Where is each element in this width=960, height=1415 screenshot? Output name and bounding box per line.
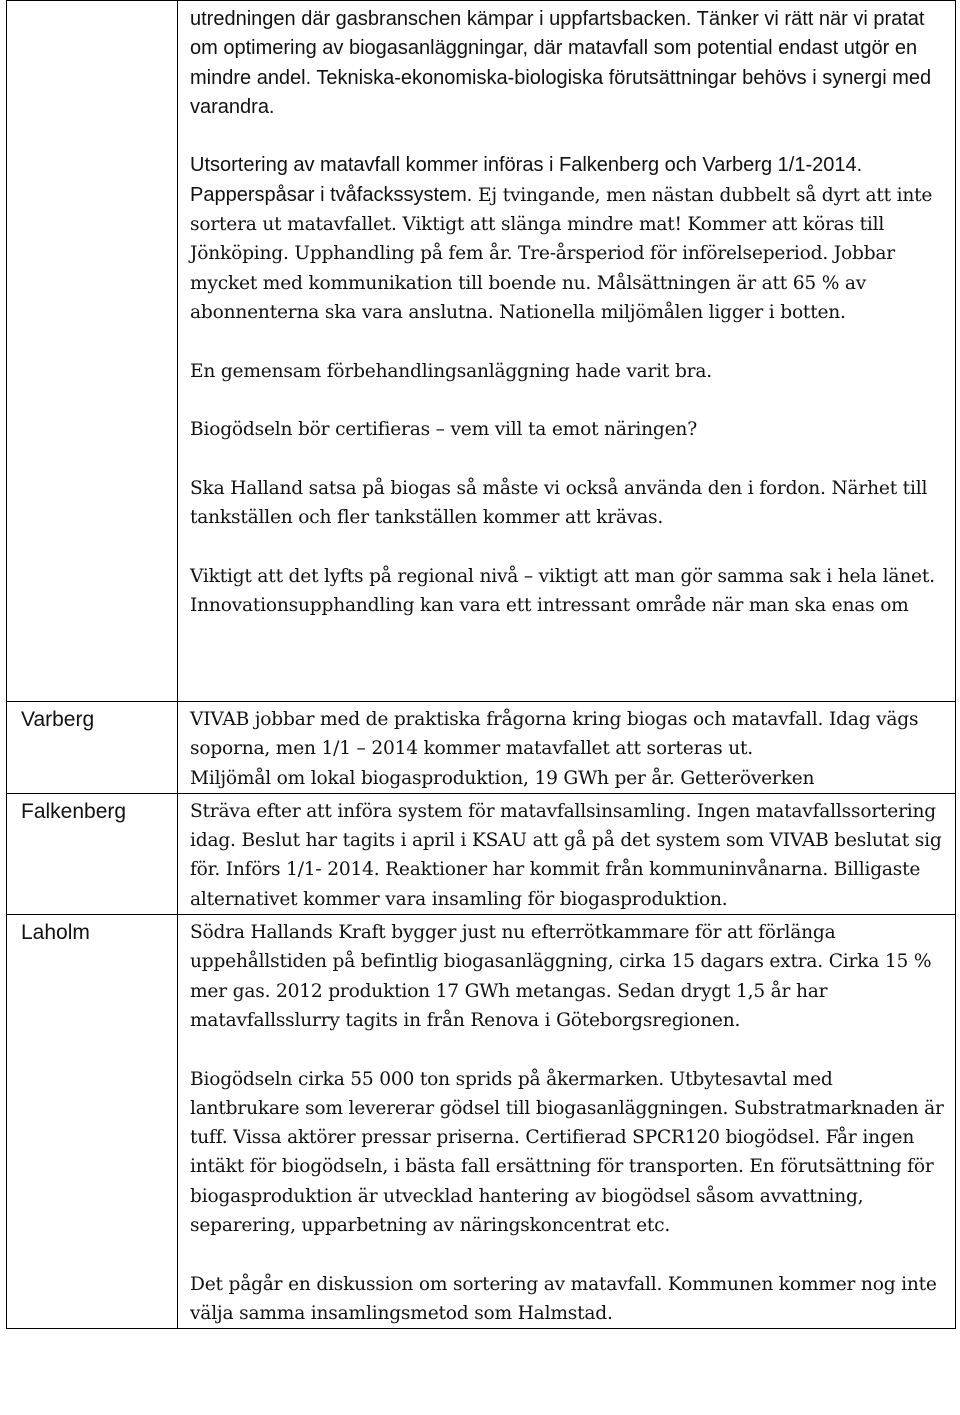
municipality-name-varberg: Varberg — [21, 708, 95, 731]
paragraph-sorting-part-2: Ej tvingande, men nästan dubbelt så dyrt att inte sortera ut matavfallet. Viktigt att slänga mindre mat! Kommer att köras till Jönköping. Upphandling på fem år. Tre-årsperiod för införelseperiod. Jobbar mycket med kommunikation till boende nu. Målsättningen är att 65 % av abonnenterna ska vara anslutna. Nationella miljömålen ligger i botten. — [190, 184, 933, 323]
paragraph-sorting-part-1: Utsortering av matavfall kommer införas i Falkenberg och Varberg 1/1-2014. Papperspåsar i tvåfackssystem. — [190, 154, 863, 206]
paragraph-vehicles: Ska Halland satsa på biogas så måste vi också använda den i fordon. Närhet till tankställen och fler tankställen kommer att krävas. — [190, 477, 928, 529]
right-cell-laholm — [178, 915, 956, 1329]
laholm-paragraph-1: Södra Hallands Kraft bygger just nu efterrötkammare för att förlänga uppehållstiden på befintlig biogasanläggning, cirka 15 dagars extra. Cirka 15 % mer gas. 2012 produktion 17 GWh metangas. Sedan drygt 1,5 år har matavfallsslurry tagits in från Renova i Göteborgsregionen. — [190, 922, 932, 1031]
right-cell-falkenberg — [178, 793, 956, 914]
table-row-laholm — [7, 915, 956, 1329]
paragraph-digestate: Biogödseln bör certifieras – vem vill ta emot näringen? — [190, 419, 697, 441]
varberg-paragraph-2: Miljömål om lokal biogasproduktion, 19 GWh per år. Getteröverken — [190, 767, 815, 789]
left-cell-empty — [7, 1, 178, 702]
table-row-varberg — [7, 702, 956, 794]
left-cell-falkenberg — [7, 793, 178, 914]
paragraph-regional: Viktigt att det lyfts på regional nivå – viktigt att man gör samma sak i hela länet. Innovationsupphandling kan vara ett intressant område när man ska enas om — [190, 565, 935, 616]
laholm-paragraph-3: Det pågår en diskussion om sortering av matavfall. Kommunen kommer nog inte välja samma insamlingsmetod som Halmstad. — [190, 1273, 937, 1324]
right-cell-general-notes — [178, 1, 956, 702]
right-cell-varberg — [178, 702, 956, 794]
meeting-notes-table — [6, 0, 956, 1329]
paragraph-sorting — [190, 151, 947, 327]
varberg-paragraph-1: VIVAB jobbar med de praktiska frågorna kring biogas och matavfall. Idag vägs soporna, men 1/1 – 2014 kommer matavfallet att sorteras ut. — [190, 709, 919, 760]
laholm-paragraph-2: Biogödseln cirka 55 000 ton sprids på åkermarken. Utbytesavtal med lantbrukare som levererar gödsel till biogasanläggningen. Substratmarknaden är tuff. Vissa aktörer pressar priserna. Certifierad SPCR120 biogödsel. Får ingen intäkt för biogödseln, i bästa fall ersättning för transporten. En förutsättning för biogasproduktion är utvecklad hantering av biogödsel såsom avvattning, separering, upparbetning av näringskoncentrat etc. — [190, 1068, 944, 1237]
left-cell-laholm — [7, 915, 178, 1329]
falkenberg-paragraph-1: Sträva efter att införa system för matavfallsinsamling. Ingen matavfallssortering idag. Beslut har tagits i april i KSAU att gå på det system som VIVAB beslutat sig för. Införs 1/1- 2014. Reaktioner har kommit från kommuninvånarna. Billigaste alternativet kommer vara insamling för biogasproduktion. — [190, 800, 942, 910]
table-row-falkenberg — [7, 793, 956, 914]
left-cell-varberg — [7, 702, 178, 794]
paragraph-facility: En gemensam förbehandlingsanläggning hade varit bra. — [190, 360, 712, 382]
paragraph-intro: utredningen där gasbranschen kämpar i uppfartsbacken. Tänker vi rätt när vi pratat om optimering av biogasanläggningar, där matavfall som potential endast utgör en mindre andel. Tekniska-ekonomiska-biologiska förutsättningar behövs i synergi med varandra. — [190, 8, 932, 118]
table-row-top — [7, 1, 956, 702]
municipality-name-falkenberg: Falkenberg — [21, 799, 127, 823]
municipality-name-laholm: Laholm — [21, 921, 90, 945]
